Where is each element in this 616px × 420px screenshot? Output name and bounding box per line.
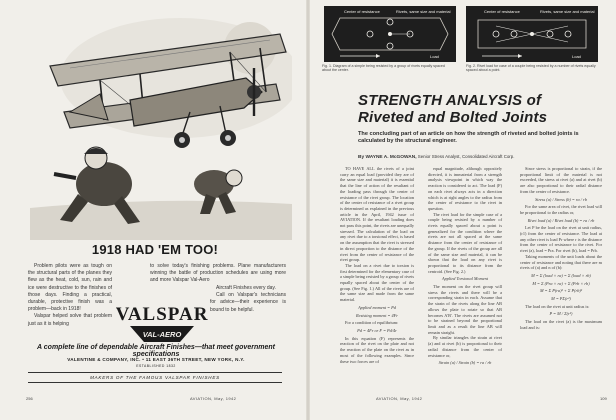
article-equation: M = Σ (Pra × ra) + Σ (Prb × rb) xyxy=(532,280,590,286)
ad-headline: 1918 HAD 'EM TOO! xyxy=(91,242,219,257)
fig1-label: Center of resistance xyxy=(344,9,380,14)
article-paragraph: The rivet load for the simple case of a couple being resisted by a number of rivets equally spaced about a point is generalized for the condition where the rivets are not all spaced at the same distance from the center of resistance of the group. If the rivets of the group are all of the same size and material, it can be shown that the load on any rivet is proportional to its distance from the centroid. (See Fig. 2.) xyxy=(428,211,502,274)
article-paragraph: The load on a rivet due to torsion is first determined for the elementary case of a simple being resisted by a group of rivets equally spaced about the center of the group. (See Fig. 1.) All of the rivets are of the same size and made from the same material. xyxy=(340,262,414,303)
fig2-label: Load xyxy=(572,54,581,59)
article-equation: Resisting moment = 4Fr xyxy=(356,312,398,318)
article-subhead: Applied Torsional Moment xyxy=(442,276,488,282)
article-equation: M = PΣ(r²) xyxy=(551,296,571,302)
valspar-logo xyxy=(116,298,208,346)
right-page-article xyxy=(310,0,616,420)
biplane-illustration xyxy=(30,8,292,240)
article-column-1 xyxy=(340,166,414,364)
fig2-label: Center of resistance xyxy=(484,9,520,14)
article-paragraph: For a condition of equilibrium: xyxy=(345,320,399,326)
article-equation: Applied moment = Pd xyxy=(358,304,396,310)
page-footer-left: AVIATION, May, 1942 xyxy=(190,396,237,401)
article-paragraph: equal magnitude, although oppositely directed, it is immaterial from a strength analysis viewpoint in which way the reaction is considered to act. The load (F) on each rivet always acts in a direction which is at right angles to the radius from the center of resistance to the rivet in question. xyxy=(428,166,502,211)
article-paragraph: For the same area of rivet, the rivet load will be proportional to the radius or, xyxy=(520,204,602,215)
fig1-label: Load xyxy=(430,54,439,59)
ad-body-column-1 xyxy=(28,263,112,328)
figure-1-diagram xyxy=(320,4,460,64)
article-equation: Rivet load (a) / Rivet load (b) = ra / rb xyxy=(527,217,595,223)
valspar-logo-text: VALSPAR xyxy=(116,304,208,325)
article-paragraph: The load on the rivet (a) is the maximum load and is: xyxy=(520,319,602,330)
article-title xyxy=(358,92,606,126)
ad-paragraph: Call on Valspar's technicians for advice—their experience is bound to be helpful. xyxy=(210,292,286,313)
article-paragraph: In this equation (F) represents the reaction of the rivet on the plate and not the reaction of the plate on the rivet as in most of the following examples. Since these two forces are of xyxy=(340,335,414,364)
article-equation: P = M / Σ(r²) xyxy=(549,311,573,317)
byline-role: Senior Stress Analyst, Consolidated Aircraft Corp. xyxy=(417,154,515,159)
article-paragraph: The moment on the rivet group will stress the rivets and there will be a corresponding strain in each. Assume that the strain of the rivets along the line AB allows the plate to rotate so that AB becomes A'B'. The rivets are assumed not to be strained beyond the proportional limit and as a result the line AB will remain straight. xyxy=(428,284,502,335)
article-paragraph: By similar triangles the strain at rivet (a) and at rivet (b) is proportional to their radial distance from the center of resistance or, xyxy=(428,335,502,358)
ad-body-column-2-top: to solve today's finishing problems. Plane manufacturers winning the battle of production schedules are using more and more Valspar Val-Aero xyxy=(150,263,286,284)
article-dek: The concluding part of an article on how the strength of riveted and bolted joints is calculated by the structural engineer. xyxy=(358,131,579,145)
article-paragraph: The load on the rivet at unit radius is: xyxy=(525,303,590,309)
page-number-left: 256 xyxy=(26,396,33,401)
article-paragraph: Taking moments of the unit loads about the center of resistance and noting that there are m rivets of (a) and n of (b): xyxy=(520,253,602,271)
ad-paragraph: Valspar helped solve that problem just as it is helping xyxy=(28,313,112,327)
valspar-logo-subtext: VAL-AERO xyxy=(142,330,182,339)
ad-tagline: A complete line of dependable Aircraft Finishes—that meet government specifications xyxy=(37,344,275,358)
ad-established: ESTABLISHED 1832 xyxy=(136,364,176,368)
article-equation: M = Σ (load × ra) = Σ (load × rb) xyxy=(531,272,591,278)
ad-paragraph: Aircraft Finishes every day. xyxy=(216,285,276,291)
article-title-line-1: STRENGTH ANALYSIS of xyxy=(358,92,542,109)
ad-body-column-2 xyxy=(210,285,286,314)
article-equation: Stress (a) / Stress (b) = ra / rb xyxy=(535,196,587,202)
figure-2-diagram xyxy=(462,4,602,64)
page-footer-right: AVIATION, May, 1942 xyxy=(376,396,423,401)
article-paragraph: Let P be the load on the rivet at unit radius, (r1) from the center of resistance. The load at any other rivet is load Pr where r is the distance from the center of resistance to the rivet. For rivet (a), load = Pra. For rivet (b), load = Prb. xyxy=(520,225,602,254)
article-column-2 xyxy=(428,166,502,368)
article-title-line-2: Riveted and Bolted Joints xyxy=(358,109,548,126)
ad-makers-banner: MAKERS OF THE FAMOUS VALSPAR FINISHES xyxy=(28,372,282,383)
fig1-label: Rivets, same size and material xyxy=(396,9,451,14)
article-column-3 xyxy=(520,166,602,331)
ad-address: VALENTINE & COMPANY, INC. • 11 EAST 36TH STREET, NEW YORK, N.Y. xyxy=(67,357,245,362)
article-byline xyxy=(358,154,608,160)
article-equation: Pd = 4Fr or F = Pd/4r xyxy=(357,327,397,333)
article-paragraph: Since stress is proportional to strain, if the proportional limit of the material is not exceeded, the stress at rivet (a) and at rivet (b) are also proportional to their radial distance from the center of resistance. xyxy=(520,166,602,194)
byline-name: By WAYNE A. McGOWAN, xyxy=(358,155,417,160)
article-equation: M = Σ P(ra)² + Σ P(rb)² xyxy=(539,288,583,294)
left-page-advertisement xyxy=(0,0,306,420)
figure-1-caption: Fig. 1. Diagram of a simple being resisted by a group of rivets equally spaced about the center. xyxy=(322,64,445,73)
page-number-right: 109 xyxy=(600,396,607,401)
article-paragraph: TO HAVE ALL the rivets of a joint carry an equal load (provided they are of the same size and material) it is essential that the line of action of the resultant of the loading pass through the center of resistance of the rivet group. The location of the center of resistance of a rivet group is determined as explained in the previous article in the April, 1942 issue of AVIATION. If the resultant loading does not pass this point, the rivets are unequally stressed. The calculation of the load on any rivet due to a torsional effect, is based on the assumption that the rivet is stressed in direct proportion to the distance of the rivet from the center of resistance of the rivet group. xyxy=(340,166,414,263)
fig2-label: Rivets, same size and material xyxy=(540,9,595,14)
ad-paragraph: Problem pilots were as tough on the structural parts of the planes they flew as the heat, cold, sun, rain and ice were destructive to the finishes of those days. Finding a practical, durable, protective finish was a problem—back in 1918! xyxy=(28,263,112,313)
article-equation: Strain (a) / Strain (b) = ra / rb xyxy=(438,360,492,366)
figure-2-caption: Fig. 2. Rivet load for case of a couple being resisted by a number of rivets equally spaced about a point. xyxy=(466,64,596,73)
